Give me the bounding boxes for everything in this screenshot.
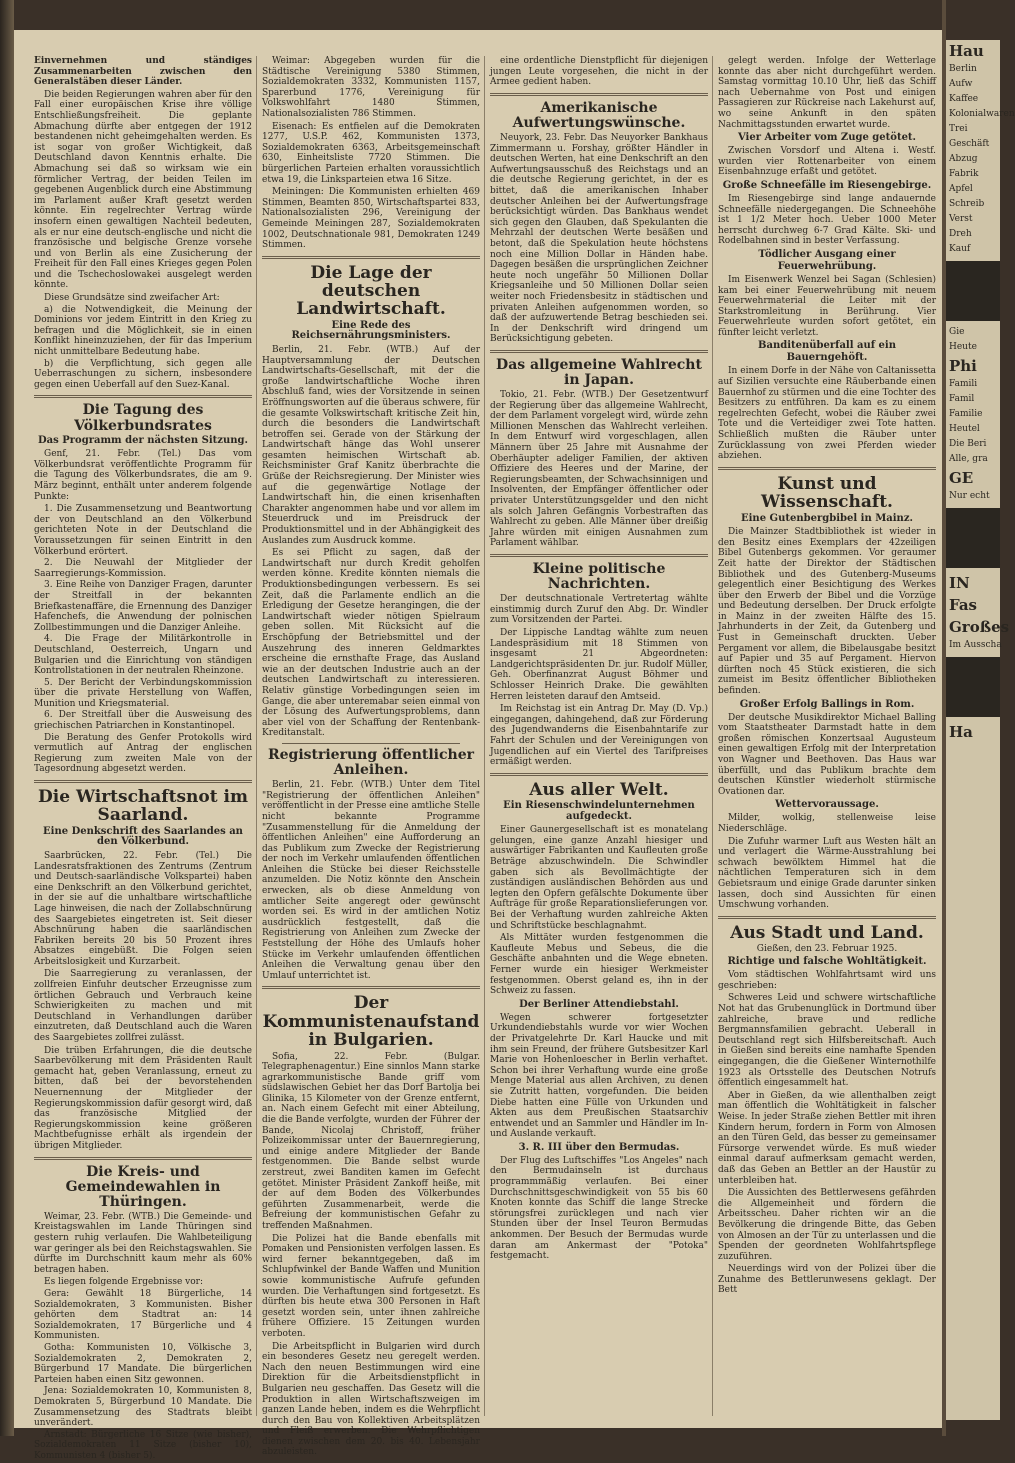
- column-4: [718, 56, 936, 1298]
- article-text: Im Riesengebirge sind lange andauernde Schneefälle niedergegangen. Die Schneehöhe ist 1 1/2 Meter hoch. Ueber 1000 Meter herrscht durchweg 6-7 Grad Kälte. Ski- und Rodelbahnen sind in bester Verfassung.: [718, 193, 936, 247]
- subheadline: Eine Denkschrift des Saarlandes an den Völkerbund.: [43, 825, 243, 848]
- article-text: Vom städtischen Wohlfahrtsamt wird uns geschrieben:: [718, 970, 936, 991]
- ad-fragment: IN: [949, 574, 970, 592]
- article-text: Im Eisenwerk Wenzel bei Sagan (Schlesien) kam bei einer Feuerwehrübung mit neuem Feuerwehrmaterial die Leiter mit der Starkstromleitung in Berührung. Vier Feuerwehrleute wurden sofort getötet, ein fünfter leicht verletzt.: [718, 274, 936, 338]
- ad-fragment: Ha: [949, 723, 973, 741]
- article-text: Zwischen Vorsdorf und Altena i. Westf. wurden vier Rottenarbeiter von einem Eisenbahnzuge erfaßt und getötet.: [718, 146, 936, 178]
- divider: [282, 743, 460, 744]
- binding-edge: [0, 0, 14, 1436]
- ad-fragment: Famili: [949, 379, 978, 389]
- divider: [262, 986, 480, 989]
- article-text: Die Saarregierung zu veranlassen, der zollfreien Einfuhr deutscher Erzeugnisse zum örtlichen Gebrauch und Verbrauch keine Schwierigkeiten zu machen und mit Deutschland in Verhandlungen darüber einzutreten, daß Deutschland auch die Waren des Saargebietes zollfrei zulässt.: [34, 969, 252, 1044]
- article-text: Saarbrücken, 22. Febr. (Tel.) Die Landesratsfraktionen des Zentrums (Zentrum und Deutsch-saarländische Volkspartei) haben eine Denkschrift an den Völkerbund gerichtet, in der sie auf die unhaltbare wirtschaftliche Lage hinweisen, die nach der Zollabschnürung des Saargebietes eingetreten ist. Seit dieser Abschnürung haben die saarländischen Fabriken bereits 20 bis 50 Prozent ihres Absatzes eingebüßt. Die Folgen seien Arbeitslosigkeit und Kurzarbeit.: [34, 850, 252, 967]
- ad-fragment: Gie: [949, 327, 965, 337]
- ad-fragment: Fas: [949, 596, 977, 614]
- column-rule: [712, 56, 713, 1416]
- ad-fragment: Nur echt: [949, 491, 990, 501]
- divider: [262, 256, 480, 259]
- article-text: Die Polizei hat die Bande ebenfalls mit Pomaken und Pensionisten verfolgen lassen. Es wird ferner bekanntgegeben, daß im Schlupfwinkel der Bande Waffen und Munition sowie kommunistische Aufrufe gefunden wurden. Die Verhaftungen sind fortgesetzt. Es dürften bis heute etwa 300 Personen in Haft gesetzt worden sein, unter ihnen zahlreiche frühere Offiziere. 15 Zeitungen wurden verboten.: [262, 1233, 480, 1339]
- ad-fragment: Abzug: [949, 154, 978, 164]
- ad-fragment: Großes: [949, 618, 1010, 636]
- headline-stadt-und-land: Aus Stadt und Land.: [730, 922, 924, 943]
- article-text: Die Aussichten des Bettlerwesens gefährden die Allgemeinheit und fördern die Arbeitsscheu. Daher richten wir an die Bevölkerung die dringende Bitte, das Geben von Almosen an der Tür zu unterlassen und die Spenden der geordneten Wohlfahrtspflege zuzuführen.: [718, 1188, 936, 1262]
- divider: [34, 780, 252, 783]
- ad-fragment: Kauf: [949, 244, 971, 254]
- list-item: Jena: Sozialdemokraten 10, Kommunisten 8, Demokraten 5, Bürgerbund 10 Mandate. Die Zusammensetzung des Stadtrats bleibt unverändert.: [34, 1386, 252, 1429]
- list-item: Arnstadt: Bürgerliche 16 Sitze (wie bisher), Sozialdemokraten 11 Sitze (bisher 10), Kommunisten 4 (bisher 5).: [34, 1429, 252, 1461]
- article-text: Berlin, 21. Febr. (WTB.) Auf der Hauptversammlung der Deutschen Landwirtschafts-Gesellschaft, mit der die große landwirtschaftliche Woche ihren Abschluß fand, wies der Vorsitzende in seinen Eröffnungsworten auf die überaus schwere, für die gesamte Volkswirtschaft kritische Zeit hin, durch die besonders die Landwirtschaft betroffen sei. Gerade von der Stärkung der Landwirtschaft hänge das Wohl unserer gesamten heimischen Wirtschaft ab. Reichsminister Graf Kanitz überbrachte die Grüße der Reichsregierung. Der Minister wies auf die gegenwärtige Notlage der Landwirtschaft hin, die einen krisenhaften Charakter angenommen habe und vor allem im Steuerdruck und im Preisdruck der Produktionsmittel und in der Abhängigkeit des Auslandes zum Ausdruck komme.: [262, 344, 480, 546]
- dateline: Gießen, den 23. Februar 1925.: [756, 944, 898, 955]
- ad-fragment: Trei: [949, 124, 968, 134]
- headline-thueringen: Die Kreis- und Gemeindewahlen in Thüringen.: [65, 1163, 221, 1210]
- list-item: 1. Die Zusammensetzung und Beantwortung der von Deutschland an den Völkerbund gerichteten Note in der Deutschland die Voraussetzungen für seinen Eintritt in den Völkerbund erörtert.: [34, 504, 252, 557]
- divider: [490, 554, 708, 557]
- ad-fragment: Verst: [949, 214, 973, 224]
- principles-list: [34, 293, 252, 390]
- article-text: Einer Gaunergesellschaft ist es monatelang gelungen, eine ganze Anzahl hiesiger und auswärtiger Fabrikanten und Kaufleuten große Beträge abzuschwindeln. Die Schwindler gaben sich als Bevollmächtigte der zuständigen ausländischen Behörden aus und legten den Opfern gefälschte Dokumente über Aufträge für große Reparationslieferungen vor. Bei der Verhaftung wurden zahlreiche Akten und Schriftstücke beschlagnahmt.: [490, 825, 708, 931]
- ad-fragment: Die Beri: [949, 439, 987, 449]
- divider: [34, 1157, 252, 1160]
- ad-fragment: Heutel: [949, 424, 980, 434]
- article-text: Tokio, 21. Febr. (WTB.) Der Gesetzentwurf der Regierung über das allgemeine Wahlrecht, der dem Parlament vorgelegt wird, würde zehn Millionen Menschen das Wahlrecht verleihen. In dem Entwurf wird vorgeschlagen, allen Männern über 25 Jahre mit Ausnahme der Oberhäupter adeliger Familien, der aktiven Offiziere des Heeres und der Marine, der Regierungsbeamten, der Schwachsinnigen und Insolventen, der Empfänger öffentlicher oder privater Unterstützungsgelder und den nicht als solch Jahren Gefängnis Vorbestraften das Wahlrecht zu geben. Alle Männer über dreißig Jahre würden mit einigen Ausnahmen zum Parlament wählbar.: [490, 390, 708, 549]
- article-text: Die Arbeitspflicht in Bulgarien wird durch ein besonderes Gesetz neu geregelt werden. Nach den neuen Bestimmungen wird eine Direktion für die Arbeitsdienstpflicht in Bulgarien neu geschaffen. Das Gesetz will die Produktion in allen Wirtschaftszweigen im ganzen Lande heben, indem es die Wehrpflicht durch den Bau von Kollektiven Arbeitsplätzen und Fleiß erwerben. Die Wehrpflichtigen dienen zwischen dem 20. bis 40. Lebensjahr abzuleisten.: [262, 1341, 480, 1458]
- ad-fragment: Heute: [949, 342, 977, 352]
- list-item: 5. Der Bericht der Verbindungskommission über die private Herstellung von Waffen, Munition und Kriegsmaterial.: [34, 677, 252, 709]
- section-heading: 3. R. III über den Bermudas.: [518, 1141, 680, 1153]
- article-text: In einem Dorfe in der Nähe von Caltanissetta auf Sizilien versuchte eine Räuberbande einen Bauernhof zu stürmen und die eine Tochter des Besitzers zu entführen. Da kam es zu einem regelrechten Gefecht, wobei die Räuber zwei Tote und die Verteidiger zwei Tote hatten. Schließlich mußten die Räuber unter Zurücklassung von zwei Pferden wieder abziehen.: [718, 366, 936, 462]
- article-text: Weimar, 23. Febr. (WTB.) Die Gemeinde- und Kreistagswahlen im Lande Thüringen sind gestern ruhig verlaufen. Die Wahlbeteiligung war geringer als bei den Reichstagswahlen. Sie dürfte im Durchschnitt kaum mehr als 60% betragen haben.: [34, 1211, 252, 1275]
- section-heading: Große Schneefälle im Riesengebirge.: [722, 179, 932, 191]
- article-text: Der Lippische Landtag wählte zum neuen Landespräsidium mit 18 Stimmen von insgesamt 21 Abgeordneten: Landgerichtspräsidenten Dr. jur. Rudolf Müller, Geh. Oberfinanzrat August Böhmer und Schlosser Heinrich Drake. Die gewählten Herren leisteten darauf den Amtseid.: [490, 628, 708, 702]
- ad-block: [946, 508, 1000, 568]
- agenda-list: [34, 504, 252, 731]
- section-heading: Tödlicher Ausgang einer Feuerwehrübung.: [758, 248, 896, 272]
- divider: [718, 467, 936, 470]
- article-text: Neuyork, 23. Febr. Das Neuyorker Bankhaus Zimmermann u. Forshay, größter Händler in deutschen Werten, hat eine Denkschrift an den Aufwertungsausschuß des Reichstags und an die deutsche Regierung gerichtet, in der es bittet, daß die amerikanischen Inhaber deutscher Anleihen bei der Aufwertungsfrage berücksichtigt würden. Das Bankhaus wendet sich gegen den Glauben, daß Spekulanten die Mehrzahl der deutschen Werte besäßen und betont, daß die Spekulation heute höchstens noch eine Million Dollar in Händen habe. Dagegen besäßen die ursprünglichen Zeichner heute noch ungefähr 50 Millionen Dollar Kriegsanleihe und 50 Millionen Dollar seien weiter noch Friedensbesitz in städtischen und privaten Anleihen aufgenommen worden, so daß der aufzuwertende Betrag beschieden sei. In der Denkschrift wird dringend um Berücksichtigung gebeten.: [490, 133, 708, 345]
- article-text: gelegt werden. Infolge der Wetterlage konnte das aber nicht durchgeführt werden. Samstag vormittag 10.10 Uhr, ließ das Schiff nach Uebernahme von Post und einigen Passagieren zur Rückreise nach Lakehurst auf, wo seine Ankunft in den späten Nachmittagsstunden erwartet wurde.: [718, 56, 936, 130]
- ad-fragment: Geschäft: [949, 139, 990, 149]
- headline-amerika: Amerikanische Aufwertungswünsche.: [512, 99, 686, 131]
- article-text: Es sei Pflicht zu sagen, daß der Landwirtschaft nur durch Kredit geholfen werden könne. Kredite könnten niemals die Produktionsbedingungen verbessern. Es sei Zeit, daß die Parlamente endlich an die Erledigung der Gesetze herangingen, die der Landwirtschaft wieder nötigen Spielraum geben sollen. Mit Rücksicht auf die Erschöpfung der Betriebsmittel und der Auszehrung des inneren Geldmarktes erscheine die ernsthafte Frage, das Ausland wie an der deutschen Industrie auch an der deutschen Landwirtschaft zu interessieren. Relativ günstige Vorbedingungen seien im Gange, die aber unteremabar seien einmal von der Lösung des Aufwertungsproblems, dann aber viel von der Schaffung der Rentenbank-Kreditanstalt.: [262, 548, 480, 739]
- section-heading: Großer Erfolg Ballings in Rom.: [739, 698, 915, 710]
- ad-fragment: Berlin: [949, 64, 977, 74]
- column-rule: [484, 56, 485, 1416]
- headline-voelkerbund: Die Tagung des Völkerbundsrates: [74, 402, 212, 434]
- section-heading: Der Berliner Attendiebstahl.: [519, 998, 679, 1010]
- article-text: Meiningen: Die Kommunisten erhielten 469 Stimmen, Beamten 850, Wirtschaftspartei 833, Nationalsozialisten 296, Vereinigung der Gemeinde Meiningen 287, Sozialdemokraten 1002, Deutschnationale 981, Demokraten 1249 Stimmen.: [262, 187, 480, 251]
- subheadline: Das Programm der nächsten Sitzung.: [37, 434, 248, 446]
- ad-fragment: Famil: [949, 394, 975, 404]
- divider: [34, 395, 252, 398]
- list-item: 3. Eine Reihe von Danziger Fragen, darunter der Streitfall in der bekannten Briefkastenaffäre, die Ernennung des Danziger Hafenchefs, die Anwendung der polnischen Zollbestimmungen und die Danziger Anleihe.: [34, 580, 252, 633]
- headline-saarland: Die Wirtschaftsnot im Saarland.: [38, 787, 248, 826]
- column-rule: [256, 56, 257, 1416]
- column-1: [34, 56, 252, 1463]
- list-item: Diese Grundsätze sind zweifacher Art:: [44, 293, 220, 304]
- list-item: a) die Notwendigkeit, die Meinung der Dominions vor jedem Eintritt in den Krieg zu befragen und die Möglichkeit, sie in einen Konflikt hineinzuziehen, der für das Imperium nicht unmittelbare Bedeutung habe.: [34, 304, 252, 358]
- ad-block: [946, 261, 1000, 321]
- divider: [718, 916, 936, 919]
- ad-fragment: Schreib: [949, 199, 985, 209]
- list-item: Gera: Gewählt 18 Bürgerliche, 14 Sozialdemokraten, 3 Kommunisten. Bisher gehörten dem Stadtrat an: 14 Sozialdemokraten, 17 Bürgerliche und 4 Kommunisten.: [34, 1289, 252, 1342]
- results-list: [34, 1277, 252, 1461]
- headline-landwirtschaft: Die Lage der deutschen Landwirtschaft.: [296, 262, 446, 320]
- ad-fragment: Hau: [949, 42, 984, 60]
- headline-aus-aller-welt: Aus aller Welt.: [529, 779, 669, 800]
- article-text: Die Beratung des Genfer Protokolls wird vermutlich auf Antrag der englischen Regierung zum zweiten Male von der Tagesordnung abgesetzt werden.: [34, 732, 252, 775]
- article-text: Weimar: Abgegeben wurden für die Städtische Vereinigung 5380 Stimmen, Sozialdemokraten 3332, Kommunisten 1157, Sparerbund 1776, Vereinigung für Volkswohlfahrt 1480 Stimmen, Nationalsozialisten 786 Stimmen.: [262, 56, 480, 119]
- headline-kunst: Kunst und Wissenschaft.: [761, 473, 893, 513]
- article-text: Der Flug des Luftschiffes "Los Angeles" nach den Bermudainseln ist durchaus programmmäßig verlaufen. Bei einer Durchschnittsgeschwindigkeit von 55 bis 60 Knoten konnte das Schiff die lange Strecke störungsfrei zurücklegen und nach vier Stunden über der Insel Teuron Bermudas ankommen. Der Besuch der Bermudas wurde daran am Ankermast der "Potoka" festgemacht.: [490, 1155, 708, 1262]
- ad-fragment: Familie: [949, 409, 983, 419]
- ad-fragment: GE: [949, 469, 974, 487]
- headline-anleihen: Registrierung öffentlicher Anleihen.: [267, 746, 474, 779]
- article-text: eine ordentliche Dienstpflicht für diejenigen jungen Leute vorgesehen, die nicht in der Armee gedient haben.: [490, 56, 708, 88]
- article-text: Berlin, 21. Febr. (WTB.) Unter dem Titel "Registrierung der öffentlichen Anleihen" veröffentlicht in der Presse eine amtliche Stelle nicht bekannte Programme "Zusammenstellung für die Anmeldung der öffentlichen Anleihen" eine Aufforderung an das Publikum zum Zwecke der Registrierung der noch im Verkehr umlaufenden öffentlichen Anleihen die Stücke bei dieser Reichsstelle anzumelden. Die Notiz könnte den Anschein erwecken, als ob diese Anmeldung von amtlicher Seite angeregt oder gewünscht worden sei. Es wird in der amtlichen Notiz ausdrücklich festgestellt, daß die Registrierung von Anleihen zum Zwecke der Feststellung der Höhe des Umlaufs hoher Stücke im Verkehr umlaufenden öffentlichen Anleihen die Verwaltung genau über den Umlauf unterrichtet ist.: [262, 780, 480, 981]
- article-text: Neuerdings wird von der Polizei über die Zunahme des Bettlerunwesens geklagt. Der Bett: [718, 1264, 936, 1296]
- subheadline: Richtige und falsche Wohltätigkeit.: [727, 955, 927, 967]
- list-item: b) die Verpflichtung, sich gegen alle Ueberraschungen zu sichern, insbesondere gegen einen Ueberfall auf den Suez-Kanal.: [34, 358, 252, 390]
- headline-japan: Das allgemeine Wahlrecht in Japan.: [496, 356, 702, 388]
- article-text: Der deutschnationale Vertretertag wählte einstimmig durch Zuruf den Abg. Dr. Windler zum Vorsitzenden der Partei.: [490, 594, 708, 626]
- ad-fragment: Phi: [949, 357, 977, 375]
- article-text: Aber in Gießen, da wie allenthalben zeigt man öffentlich die Wohltätigkeit in falscher Weise. In jeder Straße ziehen Bettler mit ihren Kindern herum, fordern in Form von Almosen an den Türen Geld, das besser zu gemeinsamer Fürsorge verwendet würde. Es muß wieder einmal darauf aufmerksam gemacht werden, daß das Geben an Bettler an der Haustür zu unterbleiben hat.: [718, 1090, 936, 1186]
- article-text: Die Mainzer Stadtbibliothek ist wieder in den Besitz eines Exemplars der 42zeiligen Bibel Gutenbergs gekommen. Vor geraumer Zeit hatte der Direktor der Städtischen Bibliothek und des Gutenberg-Museums gelegentlich einer Besichtigung des Werkes über den Erwerb der Bibel und die Vorzüge und Bedeutung derselben. Der Druck erfolgte in Mainz in der zweiten Hälfte des 15. Jahrhunderts in der Zeit, da Gutenberg und Fust in Gemeinschaft druckten. Ueber Pergament vor allem, die Bibelausgabe besitzt auf Papier und 35 auf Pergament. Hiervon dürften noch 45 Stück existieren, die sich zumeist im Besitz öffentlicher Bibliotheken befinden.: [718, 527, 936, 697]
- article-text: Die Zufuhr warmer Luft aus Westen hält an und verlagert die Wärme-Ausstrahlung bei schwach bewölktem Himmel hat die nächtlichen Temperaturen sich in dem Gebietsraum und einige Grade darunter sinken lassen, doch sind Aussichten für einen Umschwung vorhanden.: [718, 836, 936, 911]
- ad-block: [946, 657, 1000, 717]
- subheadline: Eine Gutenbergbibel in Mainz.: [741, 512, 913, 524]
- headline-kommunisten: Der Kommunistenaufstand in Bulgarien.: [262, 993, 480, 1051]
- article-text: Schweres Leid und schwere wirtschaftliche Not hat das Grubenunglück in Dortmund über zahlreiche, brave und redliche Bergmannsfamilien gebracht. Ueberall in Deutschland regt sich Hilfsbereitschaft. Auch in Gießen sind bereits eine namhafte Spenden eingegangen, die die Gießener Winternothilfe 1923 als Ortsstelle des Deutschen Notrufs öffentlich eingesammelt hat.: [718, 993, 936, 1089]
- newspaper-page: [14, 30, 942, 1461]
- article-text: Wegen schwerer fortgesetzter Urkundendiebstahls wurde vor wier Wochen der Privatgelehrte Dr. Karl Haucke und mit ihm sein Freund, der frühere Gutsbesitzer Karl Marie von Hohenloescher in Berlin verhaftet. Schon bei ihrer Verhaftung wurde eine große Menge Material aus allen Archiven, zu denen sie Zutritt hatten, vorgefunden. Die beiden Diebe hatten eine Fülle von Urkunden und Akten aus dem Preußischen Staatsarchiv entwendet und an Sammler und Händler im In- und Auslande verkauft.: [490, 1012, 708, 1140]
- section-heading: Wettervoraussage.: [775, 799, 879, 811]
- article-text: Der deutsche Musikdirektor Michael Balling vom Staatstheater Darmstadt hatte in dem großen römischen Konzertsaal Augusteum einen gewaltigen Erfolg mit der Interpretation von Wagner und Beethoven. Das Haus war überfüllt, und das Publikum brachte dem deutschen Künstler wiederholt stürmische Ovationen dar.: [718, 712, 936, 797]
- intro-heading: Einvernehmen und ständiges Zusammenarbeiten zwischen den Generalstäben dieser Länder.: [34, 56, 252, 88]
- list-item: 2. Die Neuwahl der Mitglieder der Saarregierungs-Kommission.: [34, 558, 252, 579]
- article-text: Sofia, 22. Febr. (Bulgar. Telegraphenagentur.) Eine sinnlos Mann starke agrarkommunistische Bande griff vom südslawischen Gebiet her das Dorf Bartolja bei Glinika, 15 Kilometer von der Grenze entfernt, an. Nach einem Gefecht mit einer Abteilung, die die Bande verfolgte, wurden der Führer der Bande, Nicolaj Christoff, früher Polizeikommissar unter der Bauernregierung, und einige andere Mitglieder der Bande festgenommen. Die Bande selbst wurde zerstreut, zwei Banditen kamen im Gefecht getötet. Minister Präsident Zankoff heiße, mit der auf dem Boden des Völkerbundes geführten Zusammenarbeit, werde die Befreiung der kommunistischen Gefahr zu treffenden Maßnahmen.: [262, 1051, 480, 1231]
- divider: [490, 350, 708, 353]
- article-text: Im Reichstag ist ein Antrag Dr. May (D. Vp.) eingegangen, dahingehend, daß zur Förderung des Jugendwanderns die Eisenbahntarife zur Fahrt der Schulen und der Vereinigungen von Jugendlichen auf ein Viertel des Tarifpreises ermäßigt werden.: [490, 704, 708, 768]
- column-2: [262, 56, 480, 1460]
- adjacent-page-strip: [946, 40, 1015, 1420]
- list-item: Es liegen folgende Ergebnisse vor:: [44, 1277, 203, 1288]
- headline-kleine-nachrichten: Kleine politische Nachrichten.: [532, 561, 666, 593]
- ad-fragment: Kaffee: [949, 94, 979, 104]
- subheadline: Ein Riesenschwindelunternehmen aufgedeckt.: [503, 800, 695, 822]
- column-3: [490, 56, 708, 1264]
- list-item: Gotha: Kommunisten 10, Völkische 3, Sozialdemokraten 2, Demokraten 2, Bürgerbund 17 Mandate. Die bürgerlichen Parteien haben einen Sitz gewonnen.: [34, 1343, 252, 1385]
- divider: [490, 93, 708, 96]
- ad-fragment: Im Ausscha: [949, 640, 1002, 650]
- divider: [490, 773, 708, 776]
- ad-fragment: Fabrik: [949, 169, 979, 179]
- list-item: 4. Die Frage der Militärkontrolle in Deutschland, Oesterreich, Ungarn und Bulgarien und die Einrichtung von ständigen Kontrollstationen in der neutralen Rheinzone.: [34, 634, 252, 677]
- article-text: Milder, wolkig, stellenweise leise Niederschläge.: [718, 813, 936, 834]
- article-text: Die beiden Regierungen wahren aber für den Fall einer europäischen Krise ihre völlige Entschließungsfreiheit. Die geplante Abmachung dürfte aber entgegen der 1912 bestandenen nicht geheimgehalten werden. Es ist sogar von großer Wichtigkeit, daß Deutschland davon Kenntnis erhalte. Die Abmachung sei daß so wirksam wie ein förmlicher Vertrag, der beiden Teilen im gegebenen Augenblick durch eine Abstimmung im Parlament außer Kraft gesetzt werden könnte. Ein regelrechter Vertrag würde insofern einen gewaltigen Nachteil bedeuten, als er nur eine deutsch-englische und nicht die französische und belgische Grenze vorsehe und von Berlin als eine Zusicherung der Freiheit für den Fall eines Krieges gegen Polen und die Tschechoslowakei ausgelegt werden könnte.: [34, 89, 252, 291]
- section-heading: Banditenüberfall auf ein Bauerngehöft.: [758, 340, 896, 364]
- ad-fragment: Kolonialwaren: [949, 109, 1015, 119]
- ad-fragment: Alle, gra: [949, 454, 988, 464]
- section-heading: Vier Arbeiter vom Zuge getötet.: [737, 132, 917, 144]
- article-text: Eisenach: Es entfielen auf die Demokraten 1277, U.S.P. 462, Kommunisten 1373, Sozialdemokraten 6363, Arbeitsgemeinschaft 630, Einheitsliste 7720 Stimmen. Die bürgerlichen Parteien erhalten voraussichtlich etwa 19, die Linksparteien etwa 16 Sitze.: [262, 121, 480, 185]
- ad-fragment: Apfel: [949, 184, 973, 194]
- subheadline: Eine Rede des Reichsernährungsministers.: [291, 319, 451, 342]
- ad-fragment: Aufw: [949, 79, 973, 89]
- article-text: Genf, 21. Febr. (Tel.) Das vom Völkerbundsrat veröffentlichte Programm für die Tagung des Völkerbundsrates, die am 9. März beginnt, enthält unter anderem folgende Punkte:: [34, 449, 252, 502]
- ad-fragment: Dreh: [949, 229, 972, 239]
- list-item: 6. Der Streitfall über die Ausweisung des griechischen Patriarchen in Konstantinopel.: [34, 710, 252, 732]
- article-text: Die trüben Erfahrungen, die die deutsche Saarbevölkerung mit dem Präsidenten Rault gemacht hat, geben Veranlassung, erneut zu bitten, daß bei der bevorstehenden Neuernennung der Mitglieder der Regierungskommission dafür gesorgt wird, daß das französische Mitglied der Regierungskommission keine größeren Machtbefugnisse erhält als irgendein der übrigen Mitglieder.: [34, 1045, 252, 1151]
- article-text: Als Mittäter wurden festgenommen die Kaufleute Mebus und Sebeus, die die Geschäfte anbahnten und die Wege ebneten. Ferner wurde ein hiesiger Werkmeister festgenommen. Oberst geland es, ihn in der Schweiz zu fassen.: [490, 933, 708, 997]
